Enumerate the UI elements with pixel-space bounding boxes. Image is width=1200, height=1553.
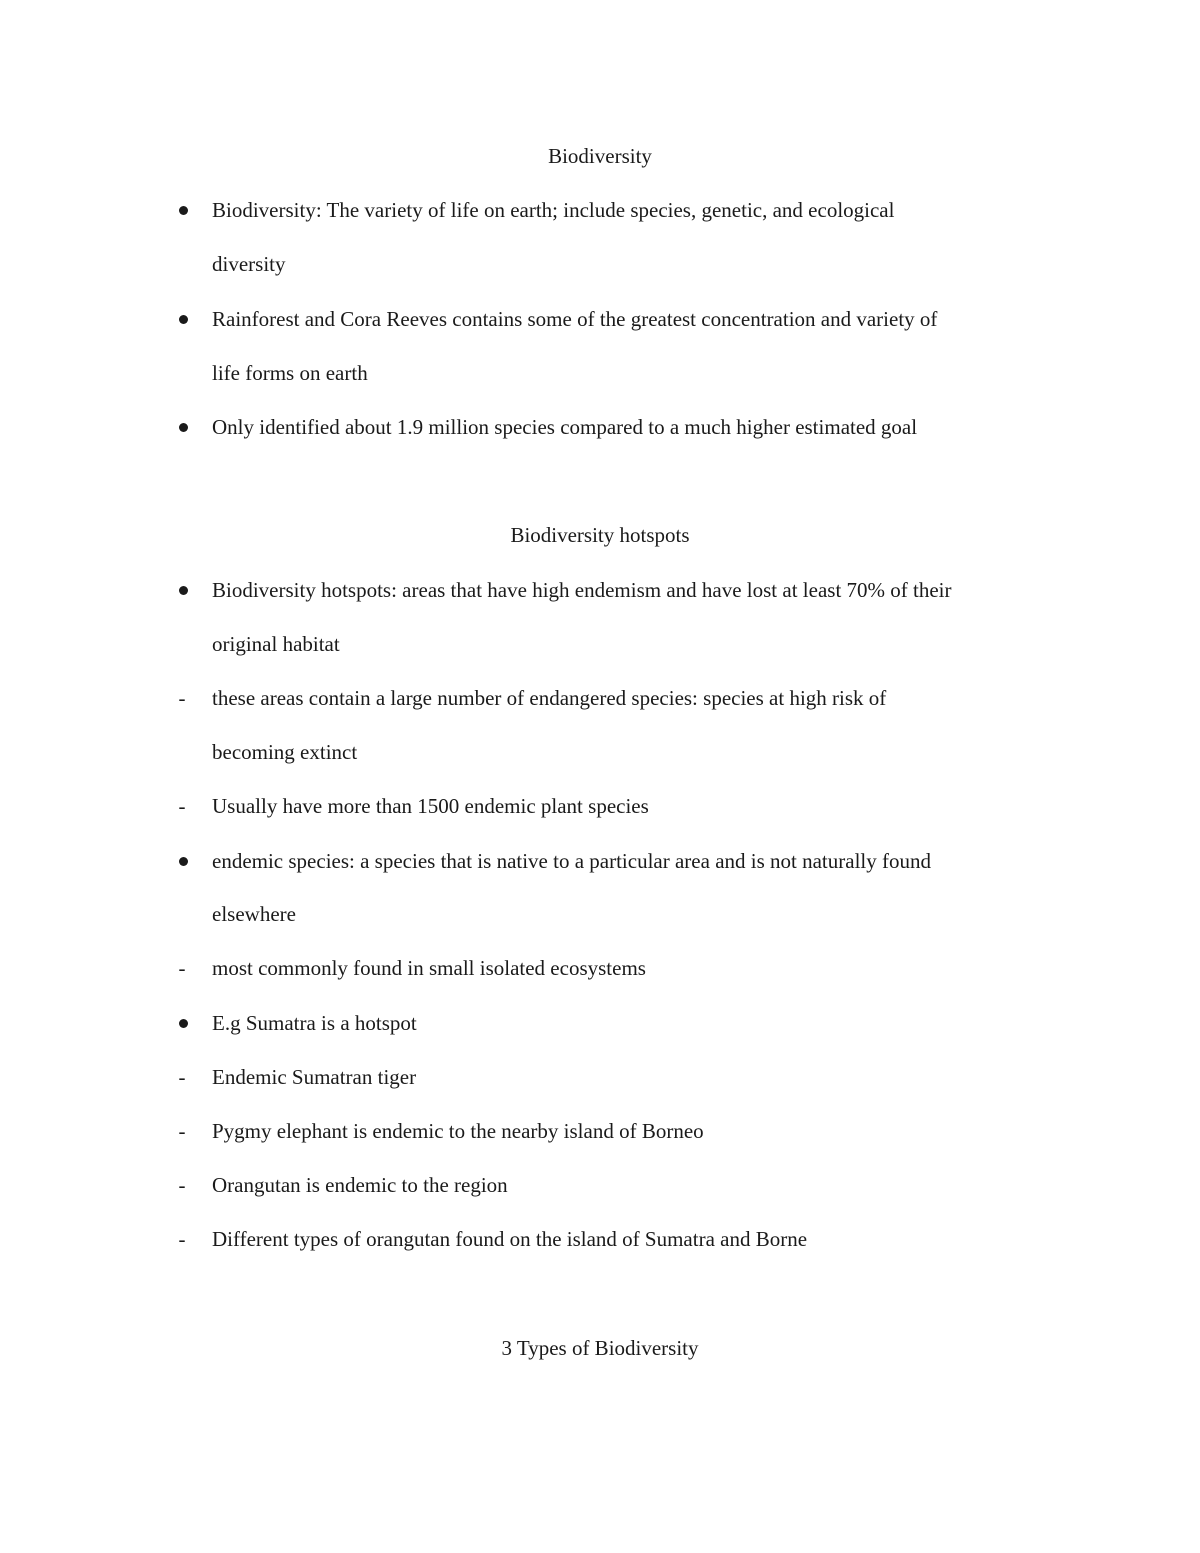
- section-heading-3-types-of-biodiversity: 3 Types of Biodiversity: [501, 1336, 699, 1360]
- list-item: [0, 846, 1200, 876]
- dash-marker: -: [178, 1227, 186, 1251]
- list-item: [0, 953, 1200, 983]
- list-item-text: Pygmy elephant is endemic to the nearby island of Borneo: [212, 1119, 704, 1143]
- list-item-text: original habitat: [212, 632, 340, 656]
- dash-marker: -: [178, 1173, 186, 1197]
- bullet-icon: [179, 315, 188, 324]
- list-item: [0, 1062, 1200, 1092]
- list-item-text: these areas contain a large number of endangered species: species at high risk of: [212, 686, 887, 710]
- list-item: [0, 791, 1200, 821]
- list-item-text: Usually have more than 1500 endemic plant species: [212, 794, 649, 818]
- list-item-text: Only identified about 1.9 million species compared to a much higher estimated goal: [212, 415, 918, 439]
- list-item-continuation: [0, 249, 1200, 279]
- list-item: [0, 304, 1200, 334]
- list-item-text: Rainforest and Cora Reeves contains some of the greatest concentration and variety of: [212, 307, 938, 331]
- list-item-text: most commonly found in small isolated ecosystems: [212, 956, 646, 980]
- list-item-text: Different types of orangutan found on the island of Sumatra and Borne: [212, 1227, 808, 1251]
- list-item-text: E.g Sumatra is a hotspot: [212, 1011, 417, 1035]
- bullet-icon: [179, 857, 188, 866]
- bullet-icon: [179, 586, 188, 595]
- section-heading-biodiversity: Biodiversity: [548, 144, 652, 168]
- list-item: [0, 1170, 1200, 1200]
- list-item-text: life forms on earth: [212, 361, 368, 385]
- list-item-continuation: [0, 629, 1200, 659]
- list-item: [0, 412, 1200, 442]
- list-item-continuation: [0, 737, 1200, 767]
- list-item-continuation: [0, 358, 1200, 388]
- bullet-icon: [179, 423, 188, 432]
- list-item-text: Endemic Sumatran tiger: [212, 1065, 417, 1089]
- list-item-text: Biodiversity hotspots: areas that have high endemism and have lost at least 70% of their: [212, 578, 952, 602]
- list-item: [0, 1224, 1200, 1254]
- list-item-text: endemic species: a species that is native to a particular area and is not naturally found: [212, 849, 931, 873]
- bullet-icon: [179, 1019, 188, 1028]
- dash-marker: -: [178, 956, 186, 980]
- list-item-text: Biodiversity: The variety of life on earth; include species, genetic, and ecological: [212, 198, 895, 222]
- list-item-text: Orangutan is endemic to the region: [212, 1173, 508, 1197]
- list-item: [0, 195, 1200, 225]
- section-heading-biodiversity-hotspots: Biodiversity hotspots: [510, 523, 690, 547]
- dash-marker: -: [178, 1119, 186, 1143]
- list-item: [0, 575, 1200, 605]
- list-item: [0, 1116, 1200, 1146]
- bullet-icon: [179, 206, 188, 215]
- list-item: [0, 1008, 1200, 1038]
- dash-marker: -: [178, 686, 186, 710]
- dash-marker: -: [178, 794, 186, 818]
- list-item: [0, 683, 1200, 713]
- list-item-text: becoming extinct: [212, 740, 358, 764]
- list-item-text: elsewhere: [212, 902, 296, 926]
- list-item-continuation: [0, 899, 1200, 929]
- dash-marker: -: [178, 1065, 186, 1089]
- list-item-text: diversity: [212, 252, 286, 276]
